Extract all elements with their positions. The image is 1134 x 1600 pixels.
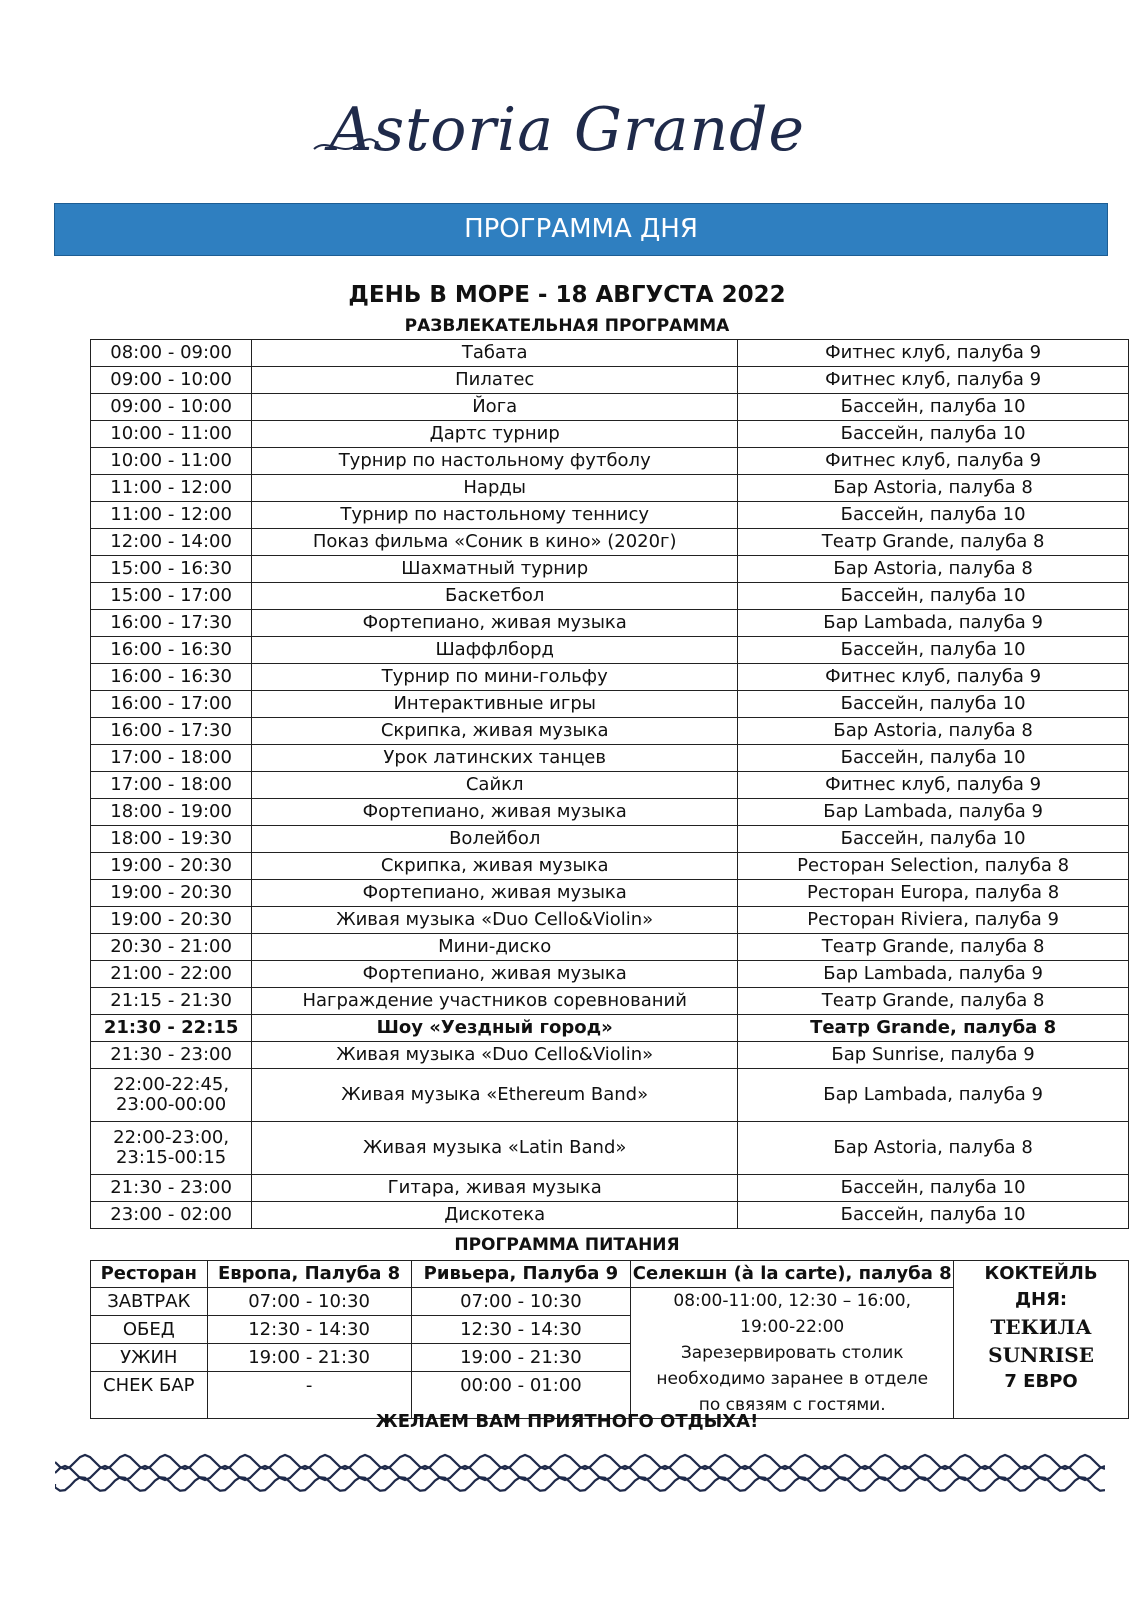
cocktail-label-1: КОКТЕЙЛЬ	[984, 1263, 1098, 1284]
row-place: Бар Lambada, палуба 9	[738, 610, 1129, 637]
row-time: 21:30 - 23:00	[91, 1042, 252, 1069]
row-time: 21:30 - 22:15	[91, 1015, 252, 1042]
row-place: Театр Grande, палуба 8	[738, 529, 1129, 556]
row-place: Театр Grande, палуба 8	[738, 988, 1129, 1015]
row-time: 11:00 - 12:00	[91, 502, 252, 529]
schedule-row	[91, 1175, 1129, 1202]
row-place: Бассейн, палуба 10	[738, 421, 1129, 448]
logo-text: Astoria Grande	[328, 95, 805, 165]
row-event: Нарды	[252, 475, 738, 502]
row-place: Фитнес клуб, палуба 9	[738, 448, 1129, 475]
schedule-row	[91, 637, 1129, 664]
row-event: Гитара, живая музыка	[252, 1175, 738, 1202]
schedule-row	[91, 907, 1129, 934]
row-event: Живая музыка «Latin Band»	[252, 1122, 738, 1175]
row-time: 18:00 - 19:00	[91, 799, 252, 826]
logo-swirl-icon	[312, 135, 382, 157]
day-title: ДЕНЬ В МОРЕ - 18 АВГУСТА 2022	[348, 282, 786, 308]
schedule-row	[91, 394, 1129, 421]
logo	[0, 95, 1134, 165]
food-title: ПРОГРАММА ПИТАНИЯ	[454, 1235, 680, 1255]
schedule-row	[91, 799, 1129, 826]
row-time-line: 23:00-00:00	[115, 1094, 227, 1115]
row-time: 08:00 - 09:00	[91, 340, 252, 367]
row-place: Бассейн, палуба 10	[738, 1175, 1129, 1202]
cocktail-name-1: ТЕКИЛА	[990, 1315, 1092, 1339]
row-time: 19:00 - 20:30	[91, 880, 252, 907]
row-time: 16:00 - 17:00	[91, 691, 252, 718]
row-event: Награждение участников соревнований	[252, 988, 738, 1015]
schedule-row	[91, 421, 1129, 448]
row-time: 10:00 - 11:00	[91, 448, 252, 475]
row-time: 09:00 - 10:00	[91, 367, 252, 394]
row-time-line: 22:00-23:00,	[113, 1127, 230, 1148]
europa-time: 07:00 - 10:30	[207, 1288, 411, 1316]
row-place: Ресторан Europa, палуба 8	[738, 880, 1129, 907]
schedule-row	[91, 556, 1129, 583]
row-event: Фортепиано, живая музыка	[252, 961, 738, 988]
schedule-row	[91, 718, 1129, 745]
schedule-row	[91, 1015, 1129, 1042]
row-event: Волейбол	[252, 826, 738, 853]
schedule-row	[91, 1202, 1129, 1229]
row-place: Бар Lambada, палуба 9	[738, 961, 1129, 988]
row-place: Фитнес клуб, палуба 9	[738, 340, 1129, 367]
row-place: Бар Astoria, палуба 8	[738, 556, 1129, 583]
row-event: Показ фильма «Соник в кино» (2020г)	[252, 529, 738, 556]
schedule-row	[91, 745, 1129, 772]
row-event: Турнир по настольному футболу	[252, 448, 738, 475]
riviera-time: 19:00 - 21:30	[411, 1344, 631, 1372]
selekshn-line: по связям с гостями.	[698, 1395, 886, 1415]
row-time	[91, 1069, 252, 1122]
row-time-line: 23:15-00:15	[115, 1147, 227, 1168]
row-place: Фитнес клуб, палуба 9	[738, 664, 1129, 691]
row-event: Мини-диско	[252, 934, 738, 961]
schedule-row	[91, 826, 1129, 853]
row-time: 17:00 - 18:00	[91, 772, 252, 799]
schedule-row	[91, 961, 1129, 988]
row-time: 10:00 - 11:00	[91, 421, 252, 448]
row-place: Бар Astoria, палуба 8	[738, 475, 1129, 502]
row-time: 16:00 - 16:30	[91, 637, 252, 664]
row-place: Ресторан Selection, палуба 8	[738, 853, 1129, 880]
row-time: 12:00 - 14:00	[91, 529, 252, 556]
schedule-row	[91, 1069, 1129, 1122]
entertainment-table	[90, 339, 1129, 1229]
row-place: Бар Astoria, палуба 8	[738, 718, 1129, 745]
row-time: 11:00 - 12:00	[91, 475, 252, 502]
schedule-row	[91, 772, 1129, 799]
schedule-row	[91, 1122, 1129, 1175]
row-place: Бассейн, палуба 10	[738, 394, 1129, 421]
row-time: 16:00 - 17:30	[91, 610, 252, 637]
meal-name: СНЕК БАР	[91, 1372, 208, 1419]
row-place: Бар Lambada, палуба 9	[738, 799, 1129, 826]
europa-time: 19:00 - 21:30	[207, 1344, 411, 1372]
row-place: Бассейн, палуба 10	[738, 826, 1129, 853]
row-event: Турнир по мини-гольфу	[252, 664, 738, 691]
selekshn-line: необходимо заранее в отделе	[656, 1369, 929, 1389]
selekshn-line: 08:00-11:00, 12:30 – 16:00,	[673, 1291, 911, 1311]
meal-name: ЗАВТРАК	[91, 1288, 208, 1316]
row-place: Фитнес клуб, палуба 9	[738, 367, 1129, 394]
meal-name: ОБЕД	[91, 1316, 208, 1344]
riviera-time: 00:00 - 01:00	[411, 1372, 631, 1419]
row-time: 21:15 - 21:30	[91, 988, 252, 1015]
row-event: Сайкл	[252, 772, 738, 799]
row-place: Бассейн, палуба 10	[738, 583, 1129, 610]
wave-ornament-icon	[55, 1448, 1105, 1498]
row-time: 23:00 - 02:00	[91, 1202, 252, 1229]
riviera-time: 12:30 - 14:30	[411, 1316, 631, 1344]
europa-time: -	[207, 1372, 411, 1419]
row-event: Шаффлборд	[252, 637, 738, 664]
row-event: Живая музыка «Duo Cello&Violin»	[252, 1042, 738, 1069]
row-event: Йога	[252, 394, 738, 421]
row-event: Урок латинских танцев	[252, 745, 738, 772]
meal-name: УЖИН	[91, 1344, 208, 1372]
row-time: 09:00 - 10:00	[91, 394, 252, 421]
schedule-row	[91, 664, 1129, 691]
europa-time: 12:30 - 14:30	[207, 1316, 411, 1344]
schedule-row	[91, 502, 1129, 529]
row-time: 21:00 - 22:00	[91, 961, 252, 988]
program-banner	[54, 203, 1108, 256]
food-header-row	[91, 1261, 1129, 1288]
row-place: Бассейн, палуба 10	[738, 637, 1129, 664]
schedule-row	[91, 853, 1129, 880]
row-place: Бар Sunrise, палуба 9	[738, 1042, 1129, 1069]
row-event: Шоу «Уездный город»	[252, 1015, 738, 1042]
cocktail-price: 7 ЕВРО	[1004, 1371, 1078, 1392]
schedule-row	[91, 340, 1129, 367]
food-header-europa: Европа, Палуба 8	[207, 1261, 411, 1288]
row-time: 17:00 - 18:00	[91, 745, 252, 772]
row-event: Шахматный турнир	[252, 556, 738, 583]
row-place: Театр Grande, палуба 8	[738, 1015, 1129, 1042]
schedule-row	[91, 934, 1129, 961]
row-place: Бассейн, палуба 10	[738, 502, 1129, 529]
row-time: 20:30 - 21:00	[91, 934, 252, 961]
row-time	[91, 1122, 252, 1175]
row-time: 21:30 - 23:00	[91, 1175, 252, 1202]
row-event: Табата	[252, 340, 738, 367]
food-header-riviera: Ривьера, Палуба 9	[411, 1261, 631, 1288]
selekshn-line: Зарезервировать столик	[680, 1343, 904, 1363]
row-event: Пилатес	[252, 367, 738, 394]
row-place: Фитнес клуб, палуба 9	[738, 772, 1129, 799]
row-event: Интерактивные игры	[252, 691, 738, 718]
row-place: Бар Astoria, палуба 8	[738, 1122, 1129, 1175]
row-event: Турнир по настольному теннису	[252, 502, 738, 529]
row-event: Фортепиано, живая музыка	[252, 880, 738, 907]
selekshn-line: 19:00-22:00	[740, 1317, 845, 1337]
row-time: 19:00 - 20:30	[91, 907, 252, 934]
row-event: Баскетбол	[252, 583, 738, 610]
riviera-time: 07:00 - 10:30	[411, 1288, 631, 1316]
row-time: 19:00 - 20:30	[91, 853, 252, 880]
schedule-row	[91, 1042, 1129, 1069]
row-place: Бассейн, палуба 10	[738, 1202, 1129, 1229]
row-time: 15:00 - 17:00	[91, 583, 252, 610]
schedule-row	[91, 475, 1129, 502]
schedule-row	[91, 583, 1129, 610]
cocktail-label-2: ДНЯ:	[1014, 1289, 1068, 1310]
schedule-row	[91, 448, 1129, 475]
entertainment-title: РАЗВЛЕКАТЕЛЬНАЯ ПРОГРАММА	[404, 316, 730, 336]
banner-title: ПРОГРАММА ДНЯ	[464, 214, 698, 244]
row-event: Фортепиано, живая музыка	[252, 799, 738, 826]
schedule-row	[91, 529, 1129, 556]
row-event: Дартс турнир	[252, 421, 738, 448]
schedule-row	[91, 988, 1129, 1015]
food-header-restaurant: Ресторан	[91, 1261, 208, 1288]
row-place: Бассейн, палуба 10	[738, 745, 1129, 772]
row-place: Бассейн, палуба 10	[738, 691, 1129, 718]
row-event: Скрипка, живая музыка	[252, 853, 738, 880]
schedule-row	[91, 610, 1129, 637]
row-time: 18:00 - 19:30	[91, 826, 252, 853]
schedule-row	[91, 367, 1129, 394]
cocktail-name-2: SUNRISE	[988, 1343, 1094, 1367]
food-table	[90, 1260, 1129, 1419]
cocktail-of-day	[954, 1261, 1129, 1419]
row-event: Живая музыка «Duo Cello&Violin»	[252, 907, 738, 934]
row-time: 16:00 - 17:30	[91, 718, 252, 745]
selekshn-info	[631, 1288, 954, 1419]
row-place: Ресторан Riviera, палуба 9	[738, 907, 1129, 934]
row-place: Театр Grande, палуба 8	[738, 934, 1129, 961]
row-time-line: 22:00-22:45,	[113, 1074, 230, 1095]
row-event: Скрипка, живая музыка	[252, 718, 738, 745]
row-event: Фортепиано, живая музыка	[252, 610, 738, 637]
footer-wish: ЖЕЛАЕМ ВАМ ПРИЯТНОГО ОТДЫХА!	[375, 1411, 759, 1432]
row-event: Живая музыка «Ethereum Band»	[252, 1069, 738, 1122]
food-header-selekshn: Селекшн (à la carte), палуба 8	[631, 1261, 954, 1288]
row-time: 15:00 - 16:30	[91, 556, 252, 583]
schedule-row	[91, 691, 1129, 718]
row-place: Бар Lambada, палуба 9	[738, 1069, 1129, 1122]
row-time: 16:00 - 16:30	[91, 664, 252, 691]
row-event: Дискотека	[252, 1202, 738, 1229]
schedule-row	[91, 880, 1129, 907]
